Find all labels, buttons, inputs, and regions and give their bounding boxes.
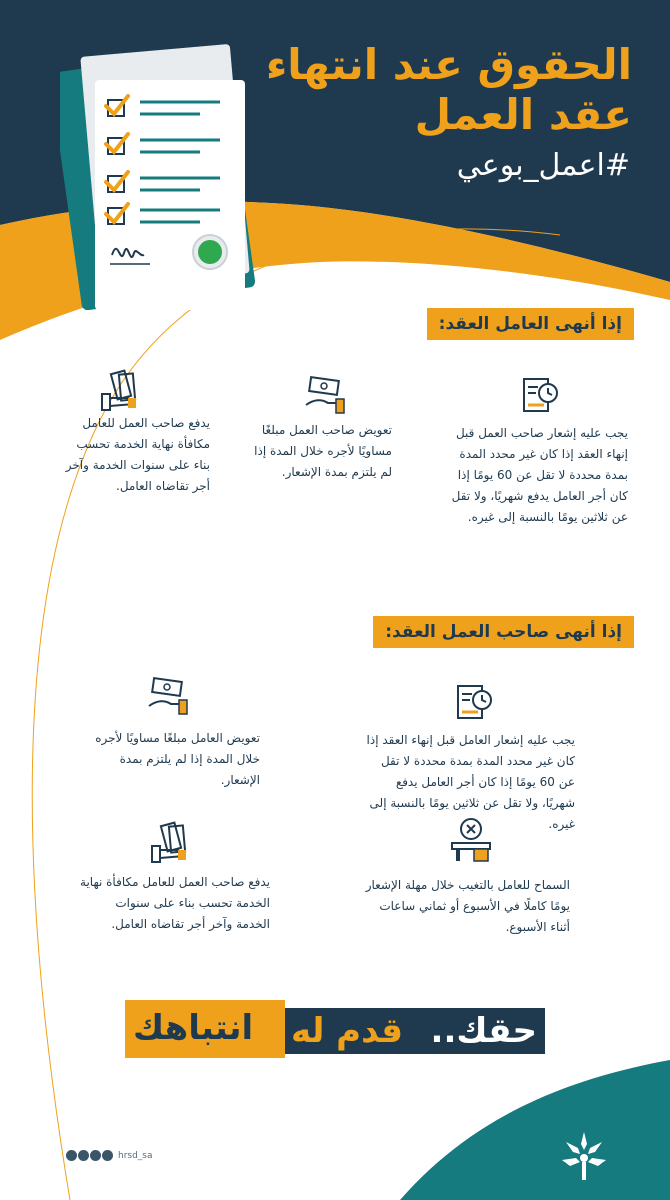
worker-item-notice-text: يجب عليه إشعار صاحب العمل قبل إنهاء العقد إذا كان غير محدد المدة بمدة محددة لا تقل عن 60 يومًا إذا كان أجر العامل يدفع شهريًا، ولا تقل عن ثلاثين يومًا بالنسبة إلى غيره. — [451, 426, 628, 524]
employer-item-absence-text: السماح للعامل بالتغيب خلال مهلة الإشعار يومًا كاملًا في الأسبوع أو ثماني ساعات أثناء الأسبوع. — [365, 878, 570, 934]
money-hand-icon — [302, 375, 348, 417]
section-worker-heading: إذا أنهى العامل العقد: — [427, 308, 634, 340]
slogan-part-2: قدم له — [290, 1011, 403, 1051]
ministry-logo-icon — [556, 1128, 612, 1184]
employer-item-compensation-text: تعويض العامل مبلغًا مساويًا لأجره خلال المدة إذا لم يلتزم بمدة الإشعار. — [95, 731, 260, 787]
worker-item-compensation-text: تعويض صاحب العمل مبلغًا مساويًا لأجره خلال المدة إذا لم يلتزم بمدة الإشعار. — [254, 423, 392, 479]
cash-hand-icon — [98, 368, 144, 414]
notice-clock-icon — [452, 682, 496, 722]
twitter-icon[interactable] — [66, 1150, 77, 1161]
employer-item-notice-text: يجب عليه إشعار العامل قبل إنهاء العقد إذا كان غير محدد المدة بمدة محددة لا تقل عن 60 يومًا إذا كان أجر العامل يدفع شهريًا، ولا تقل عن ثلاثين يومًا بالنسبة إلى غيره. — [366, 733, 575, 831]
employer-item-gratuity-text: يدفع صاحب العمل للعامل مكافأة نهاية الخدمة تحسب بناء على سنوات الخدمة وآخر أجر تقاضاه العامل. — [80, 875, 270, 931]
slogan-part-3: انتباهك — [133, 1008, 254, 1048]
hashtag: #اعمل_بوعي — [456, 148, 630, 183]
footer-teal-shape — [400, 1060, 670, 1200]
money-hand-icon — [145, 676, 191, 718]
page-title-line-1: الحقوق عند انتهاء — [265, 40, 632, 89]
slogan-part-1: حقك.. — [430, 1011, 537, 1051]
slogan-banner — [125, 1000, 545, 1060]
social-handle[interactable]: hrsd_sa — [118, 1151, 153, 1161]
checklist-document-icon — [60, 40, 260, 310]
cash-hand-icon — [148, 820, 194, 866]
worker-item-gratuity-text: يدفع صاحب العمل للعامل مكافأة نهاية الخدمة تحسب بناء على سنوات الخدمة وآخر أجر تقاضاه العامل. — [65, 416, 210, 493]
facebook-icon[interactable] — [90, 1150, 101, 1161]
notice-clock-icon — [518, 375, 562, 415]
page-title-line-2: عقد العمل — [414, 90, 632, 139]
snapchat-icon[interactable] — [78, 1150, 89, 1161]
section-employer-heading: إذا أنهى صاحب العمل العقد: — [373, 616, 634, 648]
instagram-icon[interactable] — [102, 1150, 113, 1161]
